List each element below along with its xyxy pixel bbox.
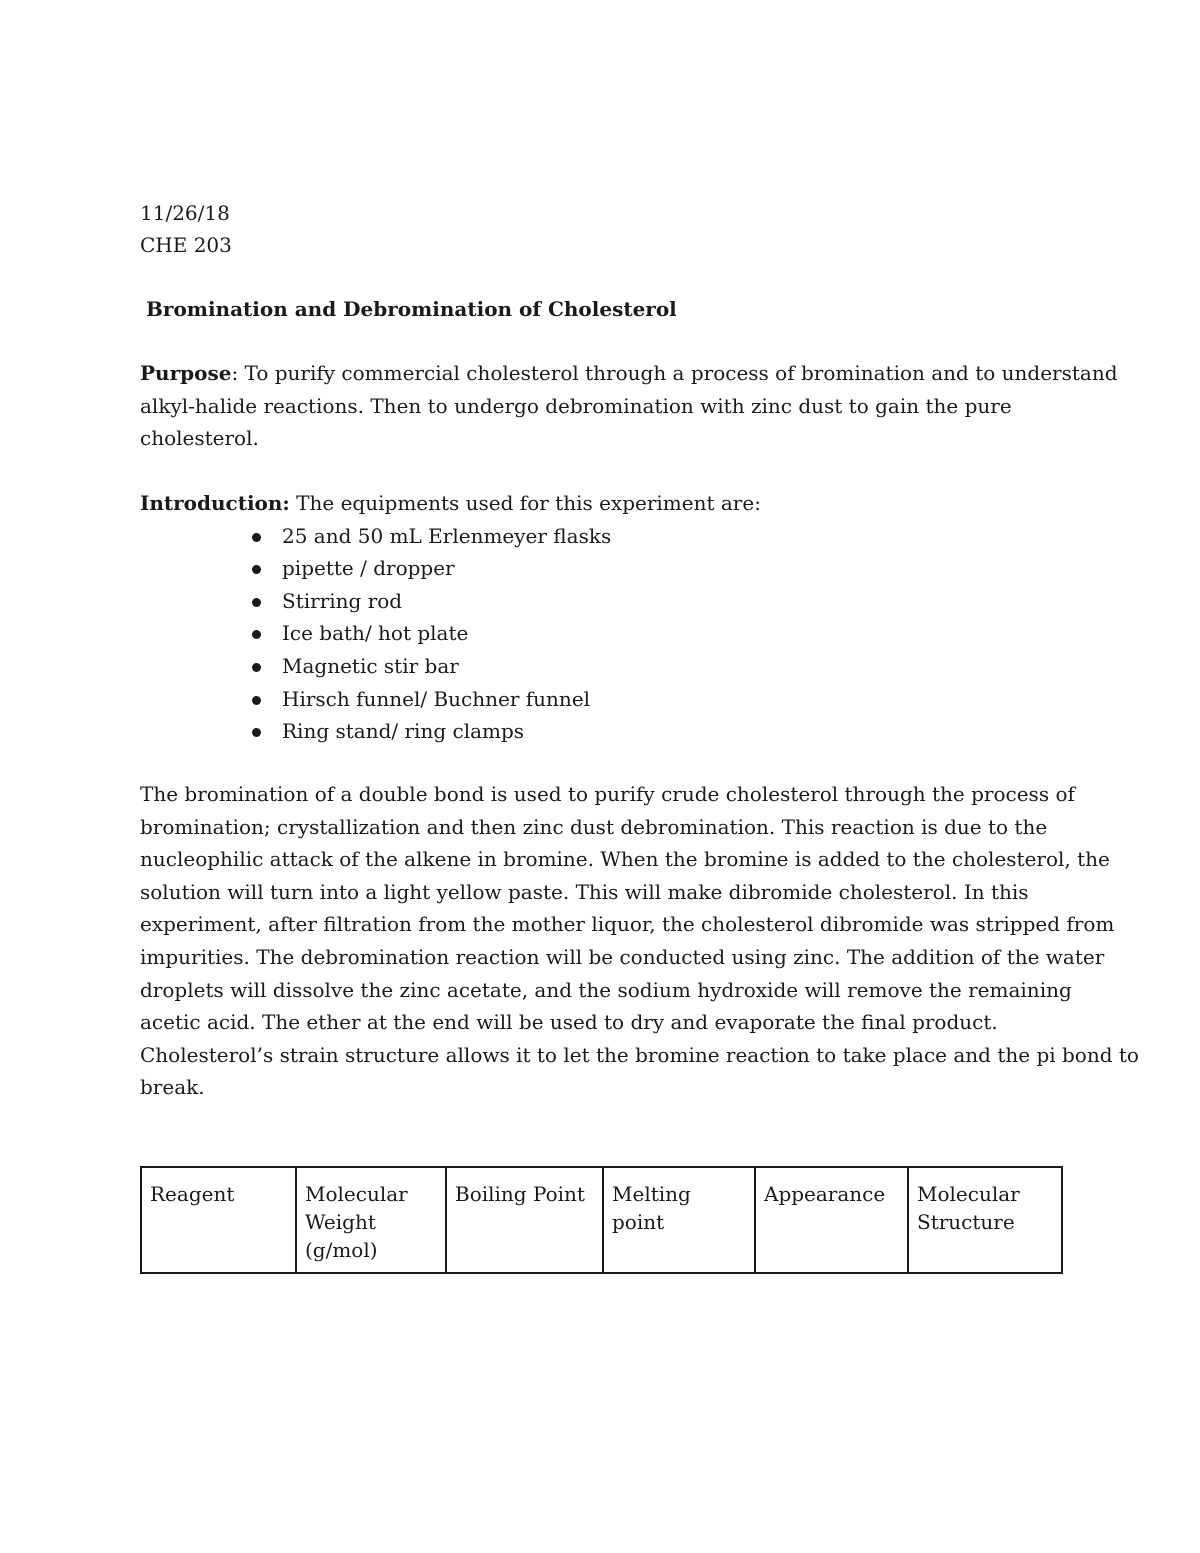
list-item: [140, 617, 1065, 650]
header-cell-melting-point: [603, 1167, 755, 1273]
header-cell-line: Appearance: [764, 1182, 886, 1206]
equipment-item: pipette / dropper: [282, 556, 455, 581]
introduction-text: The equipments used for this experiment are:: [289, 491, 761, 515]
list-item: [140, 683, 1065, 716]
bullet-icon: [252, 728, 261, 737]
list-item: [140, 715, 1065, 748]
header-cell-line: (g/mol): [305, 1238, 378, 1262]
header-cell-reagent: [141, 1167, 296, 1273]
bullet-icon: [252, 663, 261, 672]
header-cell-molecular-structure: [908, 1167, 1062, 1273]
paragraph-line: The bromination of a double bond is used to purify crude cholesterol through the process of: [140, 782, 1075, 806]
bullet-icon: [252, 696, 261, 705]
header-cell-line: Reagent: [150, 1182, 235, 1206]
header-cell-line: Melting point: [612, 1182, 691, 1234]
body-paragraph: [140, 778, 1139, 1104]
purpose-label: Purpose: [140, 361, 232, 385]
equipment-item: Hirsch funnel/ Buchner funnel: [282, 686, 591, 711]
header-cell-line: Structure: [917, 1210, 1015, 1234]
purpose-line-3: cholesterol.: [140, 426, 259, 451]
purpose-text: : To purify commercial cholesterol through a process of bromination and to understand: [231, 361, 1118, 385]
bullet-icon: [252, 565, 261, 574]
paragraph-line: Cholesterol’s strain structure allows it to let the bromine reaction to take place and the pi bond to: [140, 1042, 1139, 1067]
header-cell-line: Molecular: [917, 1182, 1020, 1206]
equipment-item: Ice bath/ hot plate: [282, 621, 469, 646]
paragraph-line: bromination; crystallization and then zinc dust debromination. This reaction is due to the: [140, 814, 1048, 839]
purpose-section: [140, 357, 1118, 455]
equipment-list: [140, 520, 1065, 748]
header-cell-boiling-point: [446, 1167, 603, 1273]
introduction-line: [140, 487, 1065, 520]
equipment-item: Stirring rod: [282, 588, 403, 613]
introduction-label: Introduction:: [140, 491, 290, 515]
bullet-icon: [252, 630, 261, 639]
reagent-table: [140, 1166, 1063, 1274]
purpose-line-2: alkyl-halide reactions. Then to undergo debromination with zinc dust to gain the pure: [140, 393, 1012, 418]
list-item: [140, 650, 1065, 683]
header-cell-line: Boiling Point: [455, 1182, 585, 1206]
paragraph-line: solution will turn into a light yellow paste. This will make dibromide cholesterol. In this: [140, 879, 1029, 904]
course-code: CHE 203: [140, 233, 232, 257]
header-cell-line: Molecular: [305, 1182, 408, 1206]
equipment-item: 25 and 50 mL Erlenmeyer flasks: [282, 523, 612, 548]
document-title: Bromination and Debromination of Cholesterol: [146, 297, 677, 321]
purpose-line-1: [140, 357, 1118, 390]
paragraph-line: acetic acid. The ether at the end will be used to dry and evaporate the final product.: [140, 1010, 998, 1035]
paragraph-line: experiment, after filtration from the mother liquor, the cholesterol dibromide was stripped from: [140, 912, 1115, 937]
header-cell-appearance: [755, 1167, 908, 1273]
paragraph-line: nucleophilic attack of the alkene in bromine. When the bromine is added to the cholesterol, the: [140, 847, 1110, 872]
introduction-section: [140, 487, 1065, 748]
bullet-icon: [252, 533, 261, 542]
list-item: [140, 585, 1065, 618]
paragraph-line: droplets will dissolve the zinc acetate, and the sodium hydroxide will remove the remaining: [140, 977, 1072, 1002]
paragraph-line: break.: [140, 1075, 205, 1100]
equipment-item: Ring stand/ ring clamps: [282, 719, 525, 744]
bullet-icon: [252, 598, 261, 607]
equipment-item: Magnetic stir bar: [282, 653, 459, 678]
header-cell-molecular-weight: [296, 1167, 446, 1273]
list-item: [140, 552, 1065, 585]
paragraph-line: impurities. The debromination reaction will be conducted using zinc. The addition of the water: [140, 944, 1105, 969]
table-header-row: [141, 1167, 1062, 1273]
header-cell-line: Weight: [305, 1210, 376, 1234]
list-item: [140, 520, 1065, 553]
date: 11/26/18: [140, 201, 230, 225]
